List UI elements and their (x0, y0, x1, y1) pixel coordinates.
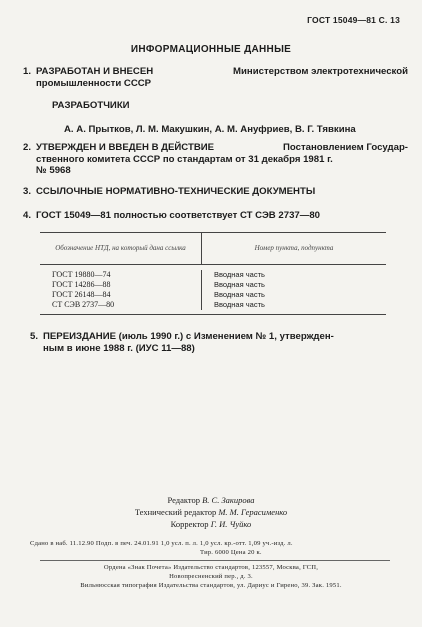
item-4-text: ГОСТ 15049—81 полностью соответствует СТ СЭВ 2737—80 (36, 210, 321, 221)
item-2-line3: № 5968 (36, 165, 71, 176)
item-1-number: 1. (23, 66, 32, 77)
table-cell-doc: ГОСТ 14286—88 (52, 280, 111, 289)
item-5-line2: ным в июне 1988 г. (ИУС 11—88) (43, 342, 195, 354)
reference-table (40, 232, 386, 315)
table-body (40, 265, 386, 314)
page-header: ГОСТ 15049—81 С. 13 (307, 15, 400, 25)
table-col-points (202, 270, 386, 310)
item-5-number: 5. (30, 331, 39, 342)
table-cell-doc: ГОСТ 19880—74 (52, 270, 111, 279)
item-5-line1: ПЕРЕИЗДАНИЕ (июль 1990 г.) с Изменением № 1, утвержден- (43, 331, 334, 342)
table-cell-doc: СТ СЭВ 2737—80 (52, 300, 115, 309)
footer-line-2: Новопресненский пер., д. 3. (169, 573, 253, 580)
footer-divider (40, 560, 390, 561)
credit-editor (0, 495, 422, 505)
item-2-rest: Постановлением Государ- (283, 142, 408, 153)
item-3-number: 3. (23, 186, 32, 197)
item-2-number: 2. (23, 142, 32, 153)
item-3-text: ССЫЛОЧНЫЕ НОРМАТИВНО-ТЕХНИЧЕСКИЕ ДОКУМЕНТЫ (36, 186, 316, 197)
table-cell-doc: ГОСТ 26148—84 (52, 290, 111, 299)
table-cell-point: Вводная часть (214, 270, 265, 279)
col-header-point: Номер пункта, подпункта (254, 244, 334, 253)
item-1-line2: промышленности СССР (36, 77, 152, 89)
table-header (40, 233, 386, 265)
footer-line-3: Вильнюсская типография Издательства стандартов, ул. Дариус и Гирено, 39. Зак. 1951. (80, 582, 342, 589)
item-5 (30, 331, 408, 354)
col-header-doc: Обозначение НТД, на который дана ссылка (40, 233, 202, 264)
info-title: ИНФОРМАЦИОННЫЕ ДАННЫЕ (130, 44, 292, 55)
tech-editor-name: М. М. Герасименко (218, 507, 288, 517)
table-cell-point: Вводная часть (214, 300, 265, 309)
developers-list: А. А. Прытков, Л. М. Макушкин, А. М. Ануфриев, В. Г. Тявкина (64, 124, 356, 135)
footer-line-1: Ордена «Знак Почета» Издательство стандартов, 123557, Москва, ГСП, (103, 564, 319, 571)
item-2-line2: ственного комитета СССР по стандартам от 31 декабря 1981 г. (36, 153, 333, 165)
item-2 (23, 142, 408, 177)
item-1-rest: Министерством электротехнической (233, 66, 408, 77)
tech-editor-label: Технический редактор (134, 507, 217, 517)
item-1 (23, 66, 408, 89)
credit-corrector (0, 519, 422, 529)
imprint-line-2: Тир. 6000 Цена 20 к. (200, 549, 262, 556)
item-3 (23, 186, 408, 198)
corrector-name: Г. И. Чуйко (210, 519, 252, 529)
developers-heading: РАЗРАБОТЧИКИ (52, 100, 130, 111)
table-col-docs (40, 270, 202, 310)
editor-label: Редактор (167, 495, 200, 505)
table-cell-point: Вводная часть (214, 280, 265, 289)
editor-name: В. С. Закирова (202, 495, 255, 505)
item-1-bold: РАЗРАБОТАН И ВНЕСЕН (36, 66, 154, 77)
item-4 (23, 210, 408, 222)
corrector-label: Корректор (170, 519, 209, 529)
imprint-line-1: Сдано в наб. 11.12.90 Подп. в печ. 24.01.91 1,0 усл. п. л. 1,0 усл. кр.-отт. 1,09 уч.-изд. л. (30, 540, 293, 547)
item-4-number: 4. (23, 210, 32, 221)
item-2-bold: УТВЕРЖДЕН И ВВЕДЕН В ДЕЙСТВИЕ (36, 142, 215, 153)
table-cell-point: Вводная часть (214, 290, 265, 299)
credit-tech-editor (0, 507, 422, 517)
